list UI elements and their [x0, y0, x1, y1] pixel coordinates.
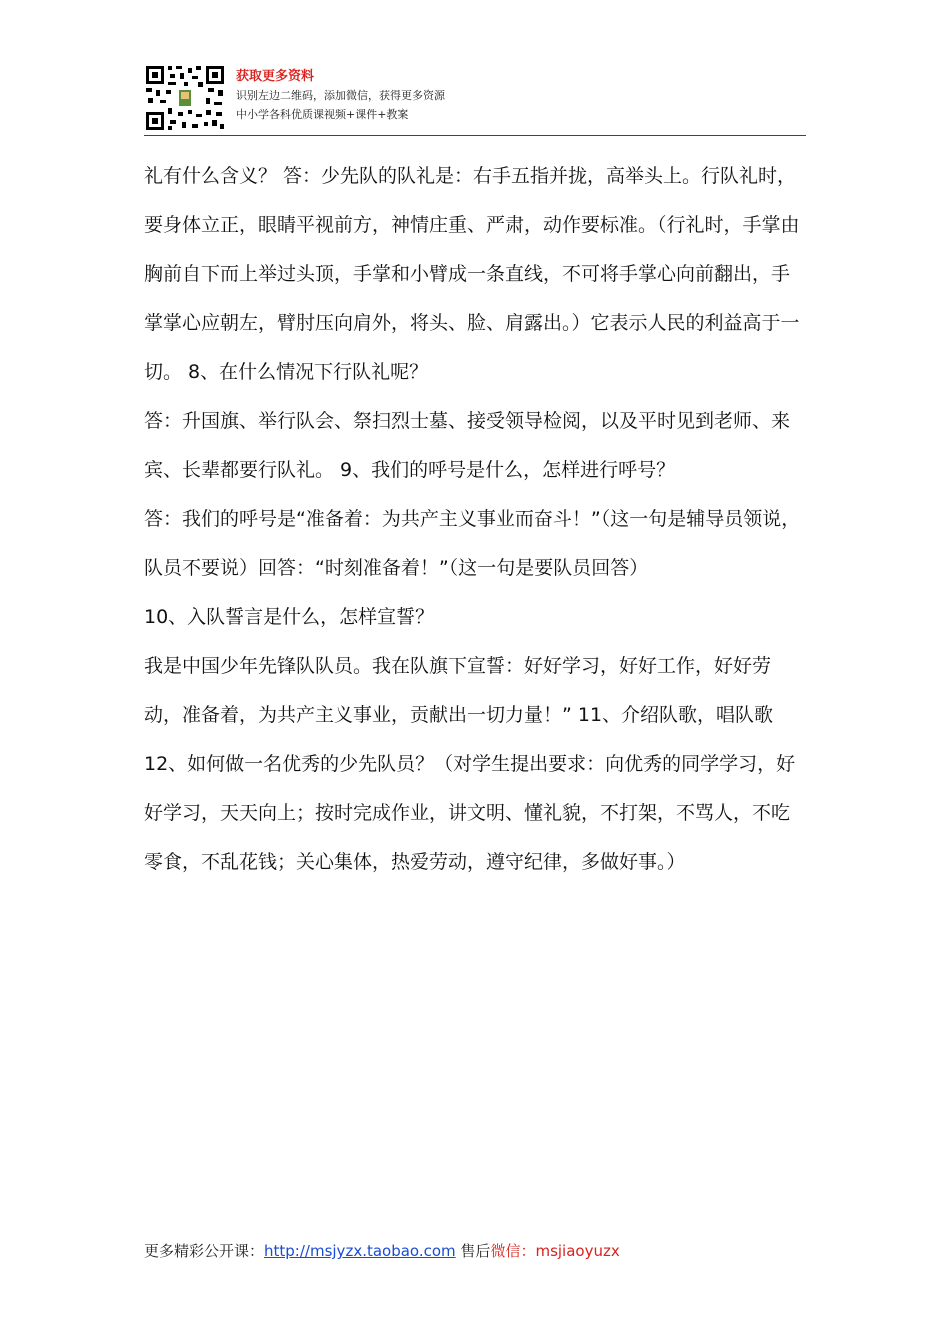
page-footer	[144, 1240, 620, 1261]
footer-wechat-id: msjiaoyuzx	[535, 1242, 620, 1260]
paragraph: 答：我们的呼号是“准备着：为共产主义事业而奋斗！”（这一句是辅导员领说，队员不要说）回答：“时刻准备着！”（这一句是要队员回答）	[144, 508, 801, 579]
footer-shop-link[interactable]: http://msjyzx.taobao.com	[264, 1242, 456, 1260]
paragraph: 礼有什么含义？ 答：少先队的队礼是：右手五指并拢，高举头上。行队礼时，要身体立正，眼睛平视前方，神情庄重、严肃，动作要标准。（行礼时，手掌由胸前自下而上举过头顶，手掌和小臂成一条直线，不可将手掌心向前翻出，手掌掌心应朝左，臂肘压向肩外，将头、脸、肩露出。）它表示人民的利益高于一切。 8、在什么情况下行队礼呢？	[144, 165, 800, 383]
header-line-1: 识别左边二维码，添加微信，获得更多资源	[236, 89, 445, 102]
document-body	[144, 152, 808, 887]
header-title: 获取更多资料	[236, 69, 315, 84]
footer-after-sales: 售后	[460, 1242, 491, 1260]
paragraph: 10、入队誓言是什么，怎样宣誓？	[144, 606, 435, 628]
paragraph: 12、如何做一名优秀的少先队员？（对学生提出要求：向优秀的同学学习，好好学习，天天向上；按时完成作业，讲文明、懂礼貌，不打架，不骂人，不吃零食，不乱花钱；关心集体，热爱劳动，遵守纪律，多做好事。）	[144, 753, 796, 873]
header-line-2: 中小学各科优质课视频+课件+教案	[236, 108, 409, 121]
footer-prefix: 更多精彩公开课：	[144, 1242, 265, 1260]
footer-wechat-label: 微信：	[490, 1242, 536, 1260]
paragraph: 我是中国少年先锋队队员。我在队旗下宣誓：好好学习，好好工作，好好劳动，准备着，为共产主义事业，贡献出一切力量！” 11、介绍队歌，唱队歌	[144, 655, 774, 726]
page-header	[144, 64, 806, 136]
header-divider	[144, 135, 806, 136]
qr-code-icon	[144, 64, 226, 132]
paragraph: 答：升国旗、举行队会、祭扫烈士墓、接受领导检阅，以及平时见到老师、来宾、长辈都要行队礼。 9、我们的呼号是什么，怎样进行呼号？	[144, 410, 791, 481]
